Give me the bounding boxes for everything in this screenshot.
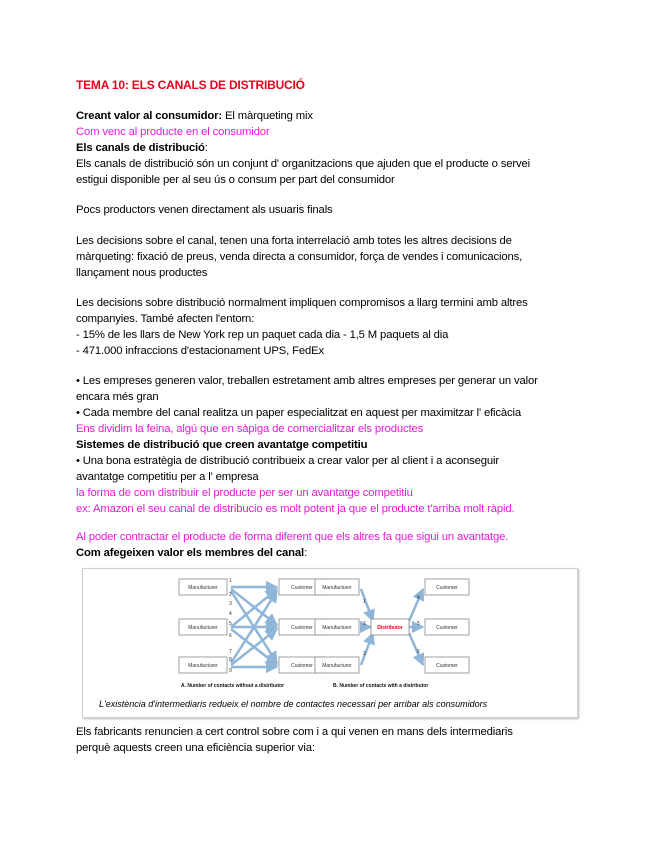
contact-num-a5: 5: [229, 621, 232, 627]
intro-note: Com venc al producte en el consumidor: [76, 126, 270, 138]
competitive-line2: avantatge competitiu per a l' empresa: [76, 471, 259, 483]
contact-num-a2: 2: [229, 592, 232, 598]
manufacturer-a1: Manufacturer: [188, 585, 218, 591]
customer-b1: Customer: [436, 585, 458, 591]
competitive-line1: • Una bona estratègia de distribució contribueix a crear valor per al client i a aconseguir: [76, 455, 499, 467]
contact-num-b1: 1: [363, 599, 366, 605]
contact-num-a6: 6: [229, 633, 232, 639]
contacts-diagram: [83, 569, 577, 717]
dist-decisions-line4: - 471.000 infraccions d'estacionament UPS, FedEx: [76, 345, 325, 357]
value-line1: • Les empreses generen valor, treballen estretament amb altres empreses per generar un valor: [76, 375, 538, 387]
contact-num-a1: 1: [229, 578, 232, 584]
page-title: TEMA 10: ELS CANALS DE DISTRIBUCIÓ: [76, 78, 305, 92]
panel-b-label: B. Number of contacts with a distributor: [333, 683, 429, 689]
section-intro: [76, 108, 576, 188]
intro-heading: [76, 108, 576, 124]
contact-num-b2: 2: [363, 621, 366, 627]
channel-decisions-line1: Les decisions sobre el canal, tenen una forta interrelació amb totes les altres decisions de: [76, 235, 512, 247]
contact-num-a3: 3: [229, 601, 232, 607]
distribution-figure: [82, 568, 578, 718]
section-add-value: [76, 529, 576, 561]
add-value-note: Al poder contractar el producte de forma diferent que els altres fa que sigui un avantatge.: [76, 531, 509, 543]
contact-num-b5: 5: [417, 621, 420, 627]
customer-b2: Customer: [436, 625, 458, 631]
value-note: Ens dividim la feina, algú que en sàpiga de comercialitzar els productes: [76, 423, 424, 435]
manufacturer-b1: Manufacturer: [322, 585, 352, 591]
panel-a-arrows: [231, 587, 277, 667]
channels-def-line1: Els canals de distribució són un conjunt d' organitzacions que ajuden que el producte o servei: [76, 158, 531, 170]
channel-decisions-line2: màrqueting: fixació de preus, venda directa a consumidor, força de vendes i comunicacions,: [76, 251, 523, 263]
customer-b3: Customer: [436, 663, 458, 669]
add-value-heading-bold: Com afegeixen valor els membres del canal: [76, 547, 305, 559]
manufacturer-b2: Manufacturer: [322, 625, 352, 631]
channel-decisions-line3: llançament nous productes: [76, 267, 208, 279]
value-line2: encara més gran: [76, 391, 159, 403]
competitive-heading: [76, 437, 576, 453]
channels-heading-bold: Els canals de distribució: [76, 142, 205, 154]
customer-a1: Customer: [291, 585, 313, 591]
manufacturer-a2: Manufacturer: [188, 625, 218, 631]
contact-num-a4: 4: [229, 611, 232, 617]
figure-caption: L'existència d'intermediaris redueix el nombre de contactes necessari per arribar als consumidors: [99, 699, 488, 709]
intermediaries-line1: Els fabricants renuncien a cert control sobre com i a qui venen en mans dels intermediaris: [76, 726, 513, 738]
distributor-label: Distributor: [377, 625, 403, 631]
channels-heading: [76, 140, 576, 156]
dist-decisions-line2: companyies. També afecten l'entorn:: [76, 313, 255, 325]
contact-num-b3: 3: [363, 651, 366, 657]
dist-decisions-line3: - 15% de les llars de New York rep un paquet cada dia - 1,5 M paquets al dia: [76, 329, 449, 341]
few-producers-text: Pocs productors venen directament als usuaris finals: [76, 204, 333, 216]
section-distribution-decisions: [76, 295, 576, 359]
add-value-heading-rest: :: [304, 547, 308, 559]
section-value: [76, 373, 576, 517]
channels-def-line2: estigui disponible per al seu ús o consum per part del consumidor: [76, 174, 395, 186]
competitive-note2: ex: Amazon el seu canal de distribucio es molt potent ja que el producte t'arriba molt ràpid.: [76, 503, 515, 515]
manufacturer-a3: Manufacturer: [188, 663, 218, 669]
contact-num-b4: 4: [417, 595, 420, 601]
contact-num-b6: 6: [417, 649, 420, 655]
competitive-heading-bold: Sistemes de distribució que creen avantatge competitiu: [76, 439, 368, 451]
contact-num-a8: 8: [229, 657, 232, 663]
channels-heading-rest: :: [204, 142, 208, 154]
section-few-producers: [76, 202, 576, 218]
dist-decisions-line1: Les decisions sobre distribució normalment impliquen compromisos a llarg termini amb altres: [76, 297, 528, 309]
intermediaries-line2: perquè aquests creen una eficiència superior via:: [76, 742, 315, 754]
panel-a-label: A. Number of contacts without a distributor: [181, 683, 285, 689]
contact-num-a9: 9: [229, 668, 232, 674]
intro-heading-rest: El màrqueting mix: [221, 110, 313, 122]
customer-a2: Customer: [291, 625, 313, 631]
competitive-note1: la forma de com distribuir el producte per ser un avantatge competitiu: [76, 487, 413, 499]
intro-heading-bold: Creant valor al consumidor:: [76, 110, 222, 122]
contact-num-a7: 7: [229, 649, 232, 655]
section-intermediaries: [76, 724, 576, 756]
value-line3: • Cada membre del canal realitza un paper especialitzat en aquest per maximitzar l' eficàcia: [76, 407, 522, 419]
add-value-heading: [76, 545, 576, 561]
manufacturer-b3: Manufacturer: [322, 663, 352, 669]
section-channel-decisions: [76, 233, 576, 281]
customer-a3: Customer: [291, 663, 313, 669]
